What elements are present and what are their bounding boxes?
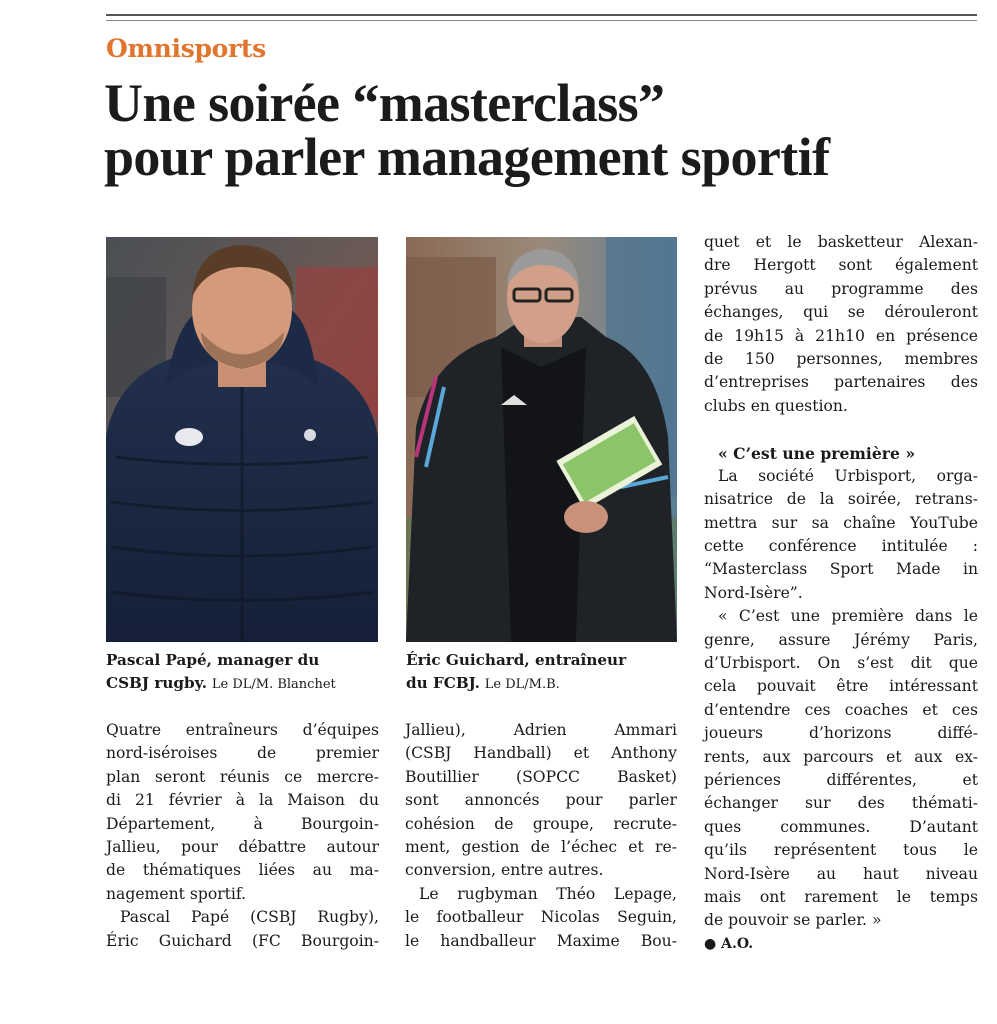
text-line: d’entreprises partenaires des [704,373,978,392]
photo-pascal-pape [106,237,378,642]
text-line: Éric Guichard (FC Bourgoin- [106,931,379,950]
text-line: clubs en question. [704,396,848,415]
text-line: sont annoncés pour parler [405,791,677,810]
text-line: rents, aux parcours et aux ex- [704,747,978,766]
text-line: Département, à Bourgoin- [106,814,379,833]
caption-title: Pascal Papé, manager du [106,651,320,669]
photo-credit: Le DL/M. Blanchet [211,677,336,692]
caption-title: Éric Guichard, entraîneur [406,651,627,669]
text-line: Nord-Isère au haut niveau [704,864,978,883]
top-rule [106,14,977,16]
text-line: Jallieu), Adrien Ammari [405,721,677,739]
text-line: le handballeur Maxime Bou- [405,931,677,950]
text-line: cette conférence intitulée : [704,537,978,556]
text-line: le footballeur Nicolas Seguin, [405,908,677,927]
text-line: nisatrice de la soirée, retrans- [704,490,978,509]
section-kicker: Omnisports [106,34,266,63]
text-line: dre Hergott sont également [704,256,978,275]
text-line: d’entendre ces coaches et ces [704,700,978,719]
text-line: qu’ils représentent tous le [704,841,978,860]
text-line: mettra sur sa chaîne YouTube [704,513,978,532]
article-column-2 [405,719,677,953]
text-line: Jallieu, pour débattre autour [106,837,379,856]
headline-line-2: pour parler management sportif [104,127,830,187]
text-line: périences différentes, et [704,770,978,789]
article-column-3 [704,231,978,956]
text-line: de thématiques liées au ma- [106,861,379,880]
top-rule-thin [106,20,977,21]
text-line: cohésion de groupe, recrute- [405,814,677,833]
text-line: Le rugbyman Théo Lepage, [419,884,677,903]
author-signature: ● A.O. [704,935,754,952]
subheading: « C’est une première » [718,443,916,463]
text-line: de 150 personnes, membres [704,349,978,368]
text-line: Quatre entraîneurs d’équipes [106,721,379,739]
portrait-photo-eric-guichard-icon [406,237,677,642]
text-line: d’Urbisport. On s’est dit que [704,654,978,673]
photo-credit: Le DL/M.B. [484,677,560,692]
text-line: échanger sur des thémati- [704,794,978,813]
photo-eric-guichard [406,237,677,642]
text-line: « C’est une première dans le [718,607,978,626]
text-line: di 21 février à la Maison du [106,791,379,810]
text-line: ment, gestion de l’échec et re- [405,837,677,856]
text-line: mais ont rarement le temps [704,887,978,906]
caption-title: CSBJ rugby. [106,674,208,692]
text-line: joueurs d’horizons diffé- [704,724,978,743]
photo-caption-eric-guichard [406,649,681,696]
text-line: conversion, entre autres. [405,861,604,880]
text-line: Boutillier (SOPCC Basket) [405,767,677,786]
headline [104,73,984,187]
text-line: échanges, qui se dérouleront [704,303,978,322]
text-line: (CSBJ Handball) et Anthony [405,744,677,763]
text-line: quet et le basketteur Alexan- [704,233,978,251]
text-line: “Masterclass Sport Made in [704,560,978,579]
headline-line-1: Une soirée “masterclass” [104,73,665,133]
spacer [704,418,978,441]
text-line: nord-iséroises de premier [106,744,379,763]
text-line: genre, assure Jérémy Paris, [704,630,978,649]
article-column-1 [106,719,379,953]
text-line: Pascal Papé (CSBJ Rugby), [120,908,379,927]
text-line: de pouvoir se parler. » [704,911,882,930]
text-line: nagement sportif. [106,884,247,903]
portrait-photo-pascal-pape-icon [106,237,378,642]
text-line: ques communes. D’autant [704,817,978,836]
caption-title: du FCBJ. [406,674,480,692]
text-line: plan seront réunis ce mercre- [106,767,379,786]
photo-caption-pascal-pape [106,649,386,696]
text-line: Nord-Isère”. [704,583,803,602]
text-line: de 19h15 à 21h10 en présence [704,326,978,345]
text-line: cela pouvait être intéressant [704,677,978,696]
text-line: La société Urbisport, orga- [718,466,978,485]
text-line: prévus au programme des [704,279,978,298]
